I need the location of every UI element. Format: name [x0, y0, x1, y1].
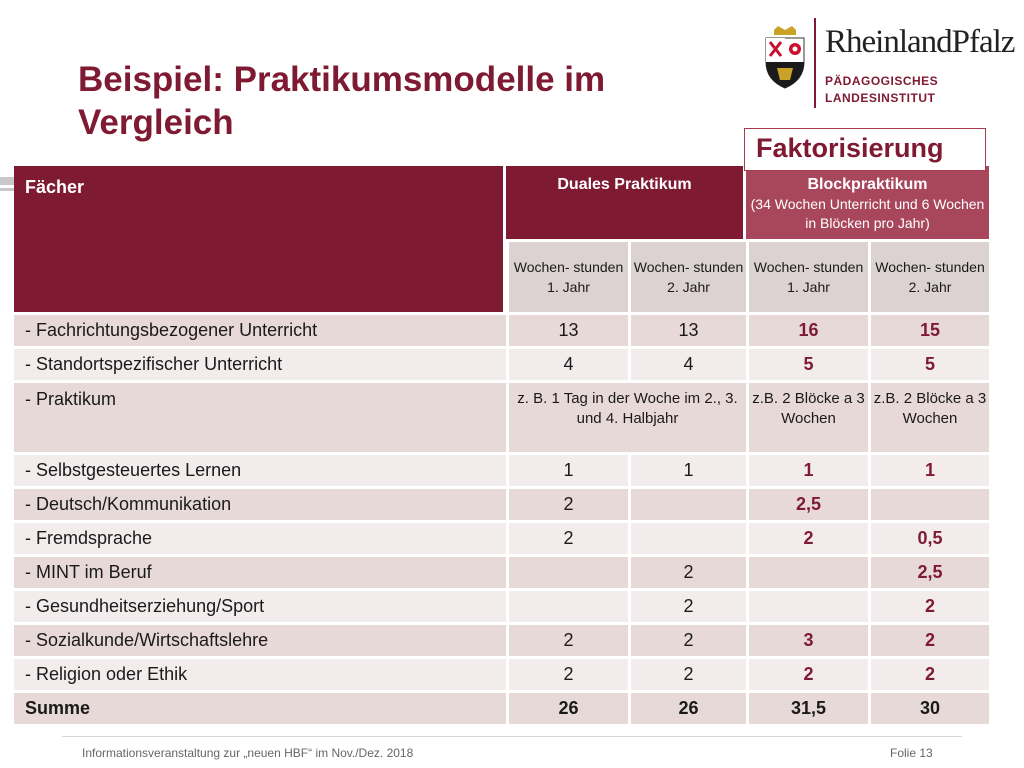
slide-title-line2: Vergleich: [78, 103, 234, 142]
cell-value: z.B. 2 Blöcke a 3 Wochen: [868, 380, 989, 452]
logo-subtitle-1: PÄDAGOGISCHES: [825, 74, 939, 88]
cell-value: 3: [746, 622, 868, 656]
cell-value: 13: [628, 312, 746, 346]
cell-value: 26: [506, 690, 628, 724]
cell-value: [506, 588, 628, 622]
logo-divider: [814, 18, 816, 108]
row-label: - Fremdsprache: [14, 520, 506, 554]
subheader-block-year1: Wochen- stunden 1. Jahr: [746, 239, 868, 312]
cell-value: 2: [868, 588, 989, 622]
table-row: [14, 622, 989, 656]
cell-value: 26: [628, 690, 746, 724]
subheader-dual-year2: Wochen- stunden 2. Jahr: [628, 239, 746, 312]
row-label: - Praktikum: [14, 380, 506, 452]
table-row: [14, 380, 989, 452]
table-row: [14, 346, 989, 380]
cell-value: z. B. 1 Tag in der Woche im 2., 3. und 4. Halbjahr: [506, 380, 746, 452]
table-row: [14, 656, 989, 690]
subheader-dual-year1: Wochen- stunden 1. Jahr: [506, 239, 628, 312]
table-row: [14, 588, 989, 622]
cell-value: 5: [868, 346, 989, 380]
cell-value: 2: [628, 656, 746, 690]
table-row: [14, 520, 989, 554]
cell-value: 2: [746, 656, 868, 690]
row-label: - Religion oder Ethik: [14, 656, 506, 690]
table-row: [14, 312, 989, 346]
header-blockpraktikum-subtitle: (34 Wochen Unterricht und 6 Wochen in Blöcken pro Jahr): [750, 196, 985, 231]
cell-value: 2: [628, 554, 746, 588]
subheader-block-year2: Wochen- stunden 2. Jahr: [868, 239, 989, 312]
cell-value: 1: [868, 452, 989, 486]
table-row: [14, 554, 989, 588]
cell-value: [746, 588, 868, 622]
header-blockpraktikum: [746, 166, 989, 239]
cell-value: 2: [628, 588, 746, 622]
cell-value: 13: [506, 312, 628, 346]
cell-value: 2: [628, 622, 746, 656]
cell-value: 2: [868, 622, 989, 656]
row-label: - Gesundheitserziehung/Sport: [14, 588, 506, 622]
cell-value: 2: [746, 520, 868, 554]
cell-value: 2,5: [746, 486, 868, 520]
cell-value: 30: [868, 690, 989, 724]
row-label: - Sozialkunde/Wirtschaftslehre: [14, 622, 506, 656]
cell-value: [746, 554, 868, 588]
table-row: [14, 452, 989, 486]
cell-value: 2: [868, 656, 989, 690]
rlp-logo: [762, 18, 1015, 113]
row-label: - Fachrichtungsbezogener Unterricht: [14, 312, 506, 346]
row-label: Summe: [14, 690, 506, 724]
slide-title: [78, 58, 718, 144]
row-label: - Standortspezifischer Unterricht: [14, 346, 506, 380]
cell-value: 1: [506, 452, 628, 486]
row-label: - Selbstgesteuertes Lernen: [14, 452, 506, 486]
slide-title-line1: Beispiel: Praktikumsmodelle im: [78, 60, 606, 99]
cell-value: [506, 554, 628, 588]
cell-value: [628, 520, 746, 554]
table-row: [14, 486, 989, 520]
cell-value: 2,5: [868, 554, 989, 588]
header-blockpraktikum-title: Blockpraktikum: [807, 176, 928, 193]
cell-value: 15: [868, 312, 989, 346]
cell-value: 0,5: [868, 520, 989, 554]
header-faecher-fill: [14, 239, 506, 312]
left-accent-bar: [0, 177, 14, 185]
cell-value: [868, 486, 989, 520]
left-accent-bar-thin: [0, 188, 14, 191]
footer-text: Informationsveranstaltung zur „neuen HBF“ im Nov./Dez. 2018: [82, 746, 414, 760]
cell-value: 5: [746, 346, 868, 380]
header-duales-praktikum: Duales Praktikum: [506, 166, 746, 239]
cell-value: [628, 486, 746, 520]
cell-value: 4: [506, 346, 628, 380]
cell-value: 2: [506, 622, 628, 656]
cell-value: 2: [506, 520, 628, 554]
cell-value: 1: [746, 452, 868, 486]
cell-value: 2: [506, 486, 628, 520]
slide-number: Folie 13: [890, 746, 933, 760]
logo-wordmark: RheinlandPfalz: [825, 24, 1015, 60]
faktorisierung-badge: Faktorisierung: [744, 128, 986, 171]
footer-divider: [62, 736, 962, 737]
cell-value: 16: [746, 312, 868, 346]
row-label: - Deutsch/Kommunikation: [14, 486, 506, 520]
comparison-table: [14, 166, 989, 724]
cell-value: 1: [628, 452, 746, 486]
cell-value: 4: [628, 346, 746, 380]
cell-value: 31,5: [746, 690, 868, 724]
logo-subtitle-2: LANDESINSTITUT: [825, 91, 936, 105]
header-faecher: Fächer: [14, 166, 506, 239]
coat-of-arms-icon: [762, 26, 808, 90]
cell-value: 2: [506, 656, 628, 690]
table-row-summe: [14, 690, 989, 724]
cell-value: z.B. 2 Blöcke a 3 Wochen: [746, 380, 868, 452]
row-label: - MINT im Beruf: [14, 554, 506, 588]
